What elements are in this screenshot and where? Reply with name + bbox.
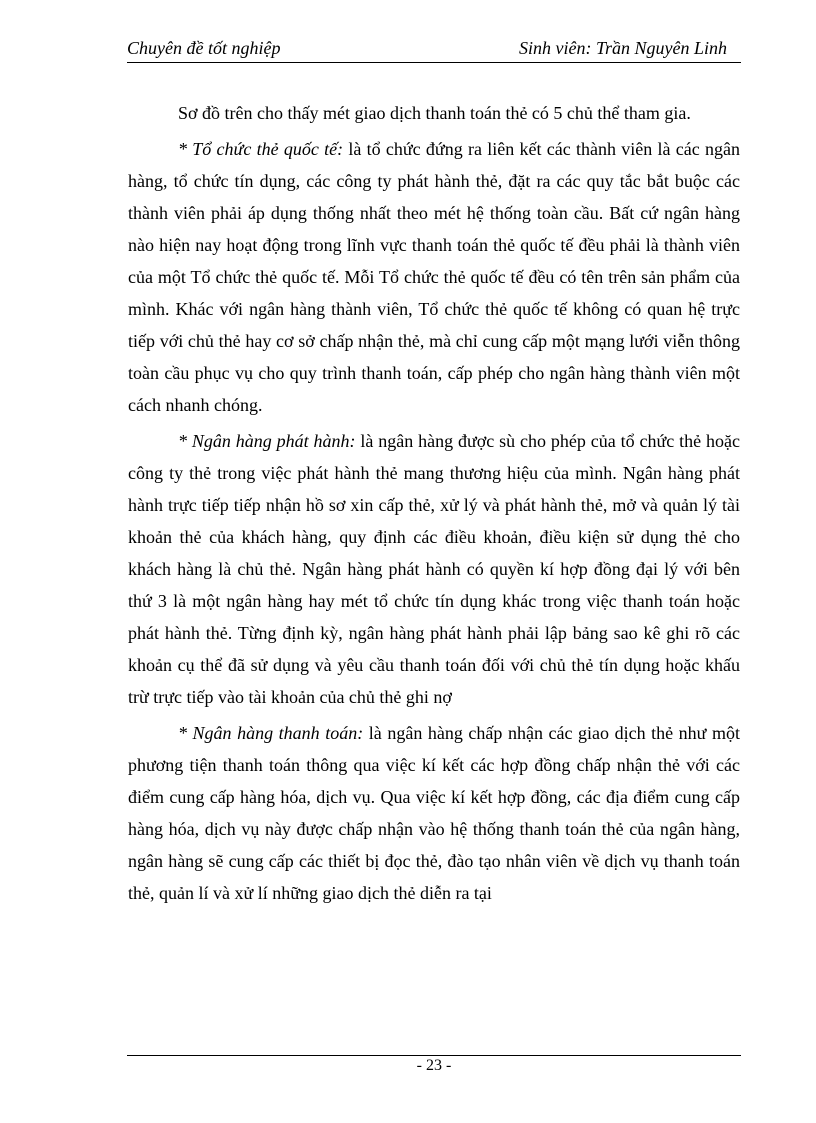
paragraph-acquiring-bank-text: là ngân hàng chấp nhận các giao dịch thẻ như một phương tiện thanh toán thông qua việc kí kết các hợp đồng chấp nhận thẻ với các điểm cung cấp hàng hóa, dịch vụ. Qua việc kí kết hợp đồng, các địa điểm cung cấp hàng hóa, dịch vụ này được chấp nhận vào hệ thống thanh toán thẻ của ngân hàng, ngân hàng sẽ cung cấp các thiết bị đọc thẻ, đào tạo nhân viên về dịch vụ thanh toán thẻ, quản lí và xử lí những giao dịch thẻ diễn ra tại [128, 723, 740, 903]
header-title: Chuyên đề tốt nghiệp [127, 38, 281, 58]
paragraph-intro-text: Sơ đồ trên cho thấy mét giao dịch thanh toán thẻ có 5 chủ thể tham gia. [178, 103, 691, 123]
paragraph-issuing-bank-text: là ngân hàng được sù cho phép của tổ chức thẻ hoặc công ty thẻ trong việc phát hành thẻ mang thương hiệu của mình. Ngân hàng phát hành trực tiếp tiếp nhận hồ sơ xin cấp thẻ, xử lý và phát hành thẻ, mở và quản lý tài khoản thẻ của khách hàng, quy định các điều khoản, điều kiện sử dụng thẻ cho khách hàng là chủ thẻ. Ngân hàng phát hành có quyền kí hợp đồng đại lý với bên thứ 3 là một ngân hàng hay mét tổ chức tín dụng khác trong việc thanh toán hoặc phát hành thẻ. Từng định kỳ, ngân hàng phát hành phải lập bảng sao kê ghi rõ các khoản cụ thể đã sử dụng và yêu cầu thanh toán đối với chủ thẻ tín dụng hoặc khấu trừ trực tiếp vào tài khoản của chủ thẻ ghi nợ [128, 431, 740, 707]
header-author: Sinh viên: Trần Nguyên Linh [519, 38, 727, 58]
paragraph-acquiring-bank [128, 717, 740, 909]
paragraph-intro [128, 97, 740, 129]
footer-divider [127, 1055, 741, 1056]
paragraph-issuing-bank [128, 425, 740, 713]
page-number: - 23 - [416, 1057, 452, 1074]
page-header [127, 38, 741, 63]
paragraph-international-card-org [128, 133, 740, 421]
body-text [128, 97, 740, 909]
term-acquiring-bank: * Ngân hàng thanh toán: [178, 723, 364, 743]
term-issuing-bank: * Ngân hàng phát hành: [178, 431, 356, 451]
term-international-card-org: * Tổ chức thẻ quốc tế: [178, 139, 344, 159]
paragraph-international-card-org-text: là tổ chức đứng ra liên kết các thành viên là các ngân hàng, tổ chức tín dụng, các công ty phát hành thẻ, đặt ra các quy tắc bắt buộc các thành viên phải áp dụng thống nhất theo mét hệ thống toàn cầu. Bất cứ ngân hàng nào hiện nay hoạt động trong lĩnh vực thanh toán thẻ quốc tế đều phải là thành viên của một Tổ chức thẻ quốc tế. Mỗi Tổ chức thẻ quốc tế đều có tên trên sản phẩm của mình. Khác với ngân hàng thành viên, Tổ chức thẻ quốc tế không có quan hệ trực tiếp với chủ thẻ hay cơ sở chấp nhận thẻ, mà chỉ cung cấp một mạng lưới viễn thông toàn cầu phục vụ cho quy trình thanh toán, cấp phép cho ngân hàng thành viên một cách nhanh chóng. [128, 139, 740, 415]
